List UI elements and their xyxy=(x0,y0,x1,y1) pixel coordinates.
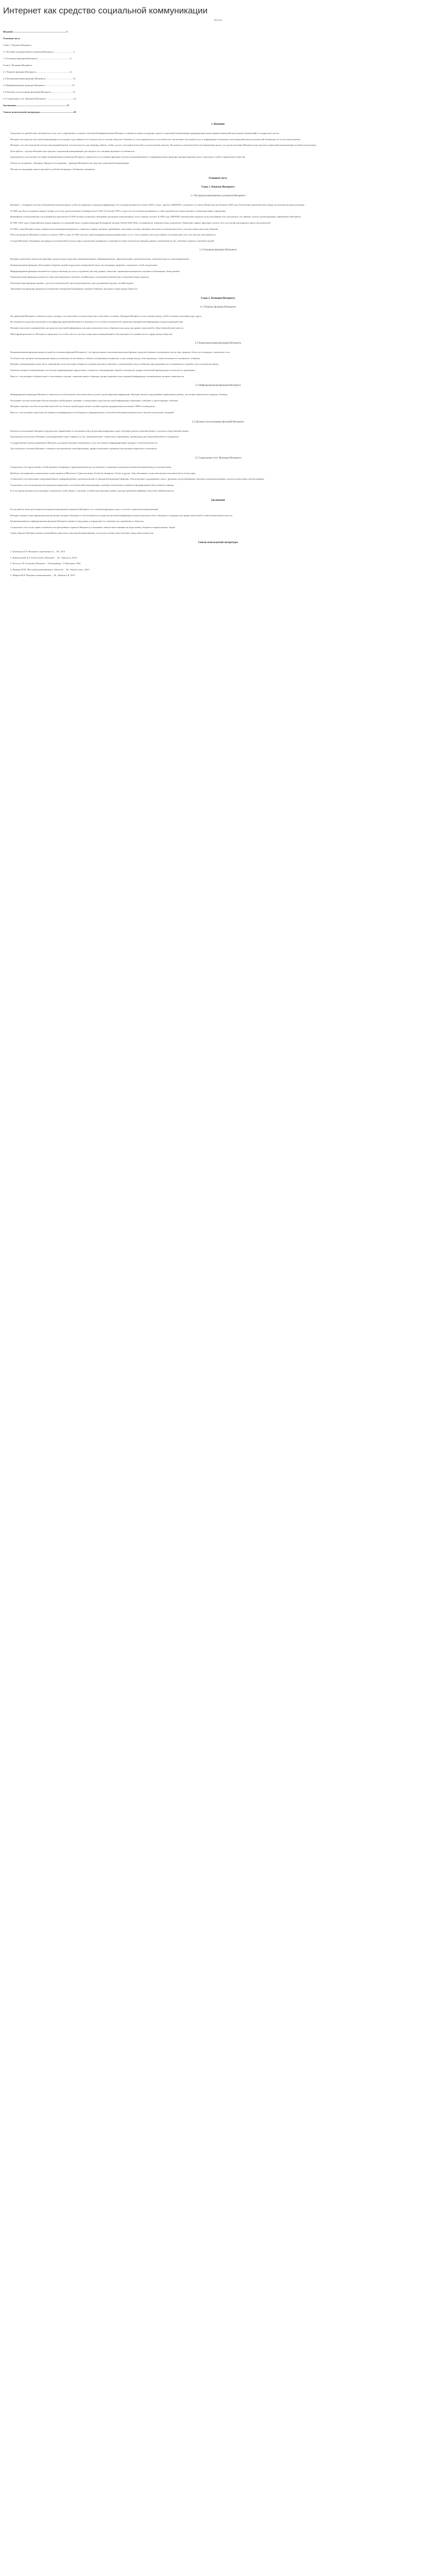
paragraph: Социальные сети стали одним из наиболее востребованных сервисов Интернета и оказывают значительное влияние на образ жизни, общение и мировоззрение людей. xyxy=(10,526,176,529)
paragraph: Наиболее популярными социальными сетями являются ВКонтакте, Одноклассники, Facebook, Instagram, Twitter и другие. Они объединяют сотни миллионов пользователей по всему миру. xyxy=(10,471,196,474)
paragraph: В России развитие Интернета началось в начале 1990-х годов. В 1994 году был зарегистрирован национальный домен .ru, и с этого момента число российских пользователей сети стало быстро увеличиваться. xyxy=(10,233,216,236)
section-heading: 2.4 Целевое использование функций Интернета xyxy=(191,420,245,423)
paragraph: Информационная функция Интернета заключается в обеспечении пользователей доступом к разнообразной информации. Интернет является крупнейшим хранилищем данных, доступных практически каждому человеку. xyxy=(10,393,228,396)
paragraph: Социальные сети выполняют коммуникативную, информационную, развлекательную и самопрезентационную функции. Они позволяют поддерживать связь с друзьями и родственниками, находить единомышленников, делиться новостями и впечатлениями. xyxy=(10,478,265,481)
paragraph: Целевое использование Интернета предполагает применение его возможностей для решения конкретных задач: обучения, работы, ведения бизнеса, участия в общественной жизни. xyxy=(10,429,189,432)
paragraph: Для отдельного человека Интернет становится инструментом самообразования, профессионального развития и реализации творческого потенциала. xyxy=(10,447,158,450)
paragraph: Интернет является многофункциональной средой, которая объединяет в себе возможности средства массовой информации, канала межличностного общения и площадки для профессиональной и общественной деятельности. xyxy=(10,514,233,517)
section-heading: 1. Введение xyxy=(211,123,225,126)
paragraph: Задачи работы: рассмотреть историю возникновения и развития Интернета; определить его основные функции; изучить коммуникативную и информационную функции; проанализировать роль социальных сетей в современном обществе. xyxy=(10,156,246,159)
paragraph: Развлекательная функция связана с досугом пользователей: просмотром фильмов, прослушиванием музыки, онлайн-играми. xyxy=(10,281,134,284)
section-heading: Основная часть xyxy=(208,177,228,180)
section-heading: 2.2 Коммуникативная функция Интернета xyxy=(195,342,241,345)
section-heading: 2.3 Информационная функция Интернета xyxy=(195,384,241,387)
paragraph: Цель работы – изучить Интернет как средство социальной коммуникации, рассмотреть его основные функции и особенности. xyxy=(10,149,135,152)
paragraph: Интернет стал неотъемлемой частью повседневной жизни: он используется для общения, работы, учебы, досуга, получения новостей и осуществления покупок. Численность пользователей сети непрерывно растет, что делает изучение Интернета как средства социальной коммуникации особенно актуальным. xyxy=(10,144,317,147)
paragraph: Актуальность данной темы заключается в том, что в современных условиях глобальной информатизации Интернет становится одним из ведущих средств социальной коммуникации, формирующих новые формы взаимодействия людей, организаций и государства в целом. xyxy=(10,132,280,134)
paragraph: 5. Шарков Ф.И. Интернет-коммуникации. – М.: Дашков и К, 2015. xyxy=(10,574,76,577)
toc-entry: 2.5 Социальные сети. Функции Интернета...............................................24 xyxy=(3,97,76,100)
paragraph: 3. Кастельс М. Галактика Интернет. – Екатеринбург: У-Фактория, 2004. xyxy=(10,562,81,565)
toc-entry: 2.1 Понятие функции Интернета.........................................................12 xyxy=(3,71,72,73)
toc-entry: 2.2 Коммуникативная функция Интернета...............................................15 xyxy=(3,77,76,80)
paragraph: Коммуникативная и информационная функции Интернета являются ведущими и определяют его значение для современного общества. xyxy=(10,520,144,523)
toc-entry: 2.4 Целевое использование функций Интернета.....................................21 xyxy=(3,91,76,93)
paragraph: Таким образом, Интернет является важнейшим средством социальной коммуникации, и его роль в жизни общества будет продолжать возрастать. xyxy=(10,532,154,535)
document-page xyxy=(0,0,436,589)
paragraph: Интернет изменил способы получения новостей: все больше людей предпочитают онлайн-издания традиционным печатным СМИ и телевидению. xyxy=(10,405,156,408)
paragraph: 1. Белинская Е.П. Интернет и идентичность. – М., 2013. xyxy=(10,550,66,553)
toc-entry: Список используемой литературы.........................................................30 xyxy=(3,111,76,113)
section-heading: Список используемой литературы xyxy=(198,541,238,544)
paragraph: Интернет как средство массовой коммуникации в последние годы занимает все большее место в жизни общества. Значимость сети определяется ее способностью обеспечивать быстрый доступ к информации и возможностью взаимодействия пользователей независимо от их местонахождения. xyxy=(10,138,301,141)
paragraph: Экономическая функция проявляется в развитии электронной коммерции, интернет-банкинга, рекламы и новых форм занятости. xyxy=(10,287,138,291)
paragraph: Поисковые системы позволяют быстро находить необходимые сведения, а электронные средства массовой информации оперативно сообщают о происходящих событиях. xyxy=(10,399,179,402)
section-heading: 2.5 Социальные сети. Функции Интернета xyxy=(195,456,241,460)
paragraph: Социальные сети представляют собой интернет-платформы, предназначенные для построения и отражения социальных взаимоотношений между пользователями. xyxy=(10,465,172,468)
paragraph: Интернет выполняет множество функций, среди которых выделяют коммуникативную, информационную, образовательную, развлекательную, экономическую и социализирующую. xyxy=(10,258,190,261)
paragraph: Государственные органы применяют Интернет для предоставления электронных услуг населению и информирования граждан о своей деятельности. xyxy=(10,441,158,444)
paragraph: Вместе с тем возникает проблема достоверности информации и необходимость формирования у пользователей навыков критического анализа получаемых сведений. xyxy=(10,411,175,414)
paragraph: Коммуникативная функция является одной из основных функций Интернета. Сеть предоставляет пользователям разнообразные средства общения: электронную почту, чаты, форумы, блоги, мессенджеры, социальные сети. xyxy=(10,351,231,354)
paragraph: Важнейшим этапом развития стала разработка протоколов TCP/IP, которые позволили объединять различные компьютерные сети в единую систему. В 1983 году ARPANET окончательно перешла на использование этих протоколов, что принято считать датой рождения современного Интернета. xyxy=(10,215,302,218)
paragraph: Многофункциональность Интернета определяет его особое место в системе социальных коммуникаций и обуславливает его влияние на все сферы жизни общества. xyxy=(10,332,173,335)
paragraph: Информационная функция заключается в предоставлении доступа к огромному массиву данных: новостям, справочным материалам, научным публикациям, базам данных. xyxy=(10,269,181,273)
paragraph: Социальные сети стали важным инструментом маркетинга и политической коммуникации, оказывая значительное влияние на формирование общественного мнения. xyxy=(10,483,175,486)
section-heading: Заключение xyxy=(211,499,225,502)
section-heading: 1.2 Основные функции Интернета xyxy=(199,249,237,252)
table-of-contents xyxy=(3,28,433,115)
toc-entry: Основная часть xyxy=(3,37,21,40)
paragraph: Объект исследования – Интернет. Предмет исследования – функции Интернета как средства социальной коммуникации. xyxy=(10,161,130,164)
toc-entry: 2.3 Информационная функция Интернета..............................................18 xyxy=(3,84,75,87)
paragraph: В ходе работы были рассмотрены история возникновения и развития Интернета, его основные функции и роль в системе социальных коммуникаций. xyxy=(10,507,159,511)
paragraph: В 1989–1991 годах в Европейском центре ядерных исследований была создана концепция Всемирной паутины (World Wide Web), основанная на гипертекстовых документах. Появление первых браузеров сделало сеть доступной для широкого круга пользователей. xyxy=(10,221,271,224)
document-body xyxy=(3,123,433,579)
document-title: Интернет как средство социальной коммуникации xyxy=(3,6,208,15)
paragraph: Коммуникативная функция обеспечивает общение людей посредством электронной почты, мессенджеров, форумов, социальных сетей и видеосвязи. xyxy=(10,263,158,266)
document-subtitle: Введение xyxy=(214,19,222,21)
paragraph: Под функцией Интернета понимается роль, которую сеть выполняет в жизни общества и отдельного человека. Функции Интернета тесно связаны между собой и взаимно дополняют друг друга. xyxy=(10,314,202,317)
paragraph: Особенностью интернет-коммуникации является возможность мгновенного обмена сообщениями независимо от расстояния между собеседниками, а также возможность анонимного общения. xyxy=(10,357,201,360)
paragraph: Интернет выступает одновременно как средство массовой информации, как канал межличностного общения и как среда для профессиональной и общественной деятельности. xyxy=(10,327,184,330)
paragraph: Образовательная функция реализуется через дистанционное обучение, онлайн-курсы, электронные библиотеки и образовательные порталы. xyxy=(10,276,149,279)
toc-entry: Глава 1. Понятие Интернета xyxy=(3,44,32,46)
paragraph: Развитие интернет-коммуникации способствует формированию виртуальных сообществ, объединяющих людей по интересам, профессиональной принадлежности или месту проживания. xyxy=(10,369,196,372)
paragraph: Интернет-коммуникация может быть синхронной, когда участники общаются в режиме реального времени, и асинхронной, когда сообщения просматриваются и отправляются в удобное для пользователя время. xyxy=(10,363,219,366)
section-heading: Глава 1. Понятие Интернета xyxy=(201,186,235,189)
paragraph: В то же время активное использование социальных сетей связано с рисками: утечкой персональных данных, распространением фейковых новостей, кибербуллингом. xyxy=(10,489,175,493)
toc-entry: 1.1 История возникновения и развития Интернета..................................5 xyxy=(3,50,75,53)
paragraph: В 1990-е годы Интернет начал стремительно коммерциализироваться: появились первые интернет-провайдеры, поисковые системы, интернет-магазины и электронная почта стала массовым средством общения. xyxy=(10,227,219,230)
paragraph: Организации используют Интернет для продвижения своих товаров и услуг, взаимодействия с клиентами и партнерами, организации дистанционной работы сотрудников. xyxy=(10,435,180,438)
paragraph: Интернет – всемирная система объединенных компьютерных сетей для хранения и передачи информации. Его история начинается в конце 1960-х годов с проекта ARPANET, созданного по заказу Министерства обороны США для обеспечения надежной связи между исследовательскими центрами. xyxy=(10,204,305,207)
section-heading: 2.1 Понятие функции Интернета xyxy=(200,306,236,309)
paragraph: Методы исследования: анализ научной и учебной литературы, обобщение, сравнение. xyxy=(10,167,96,171)
toc-entry: Введение..........................................................................................3 xyxy=(3,30,67,33)
section-heading: Глава 2. Функции Интернета xyxy=(201,297,235,300)
paragraph: 2. Войскунский А.Е. Психология и Интернет. – М.: Акрополь, 2010. xyxy=(10,556,78,559)
toc-entry: Заключение......................................................................................27 xyxy=(3,104,69,107)
toc-entry: 1.2 Основные функции Интернета.......................................................8 xyxy=(3,57,72,60)
paragraph: Исследователи выделяют различные классификации функций Интернета в зависимости от целей пользователей, характера передаваемой информации и форм взаимодействия. xyxy=(10,320,184,324)
section-heading: 1.1 История возникновения и развития Интернета xyxy=(190,195,246,198)
paragraph: Вместе с тем интернет-общение имеет и негативные стороны: снижение живого общения, распространение недостоверной информации, возникновение интернет-зависимости. xyxy=(10,375,185,378)
toc-entry: Глава 2. Функции Интернета xyxy=(3,64,32,66)
paragraph: 4. Назаров М.М. Массовая коммуникация и общество. – М.: Аванти плюс, 2010. xyxy=(10,568,90,571)
paragraph: В 1969 году были соединены первые четыре узла сети, расположенные в университетах США. В течение 1970-х годов сеть постепенно расширялась, к ней подключались новые научные и образовательные учреждения. xyxy=(10,209,226,212)
paragraph: Сегодня Интернет объединяет миллиарды пользователей по всему миру и продолжает развиваться: появляются новые технологии передачи данных, мобильный доступ, облачные сервисы и интернет вещей. xyxy=(10,239,215,242)
